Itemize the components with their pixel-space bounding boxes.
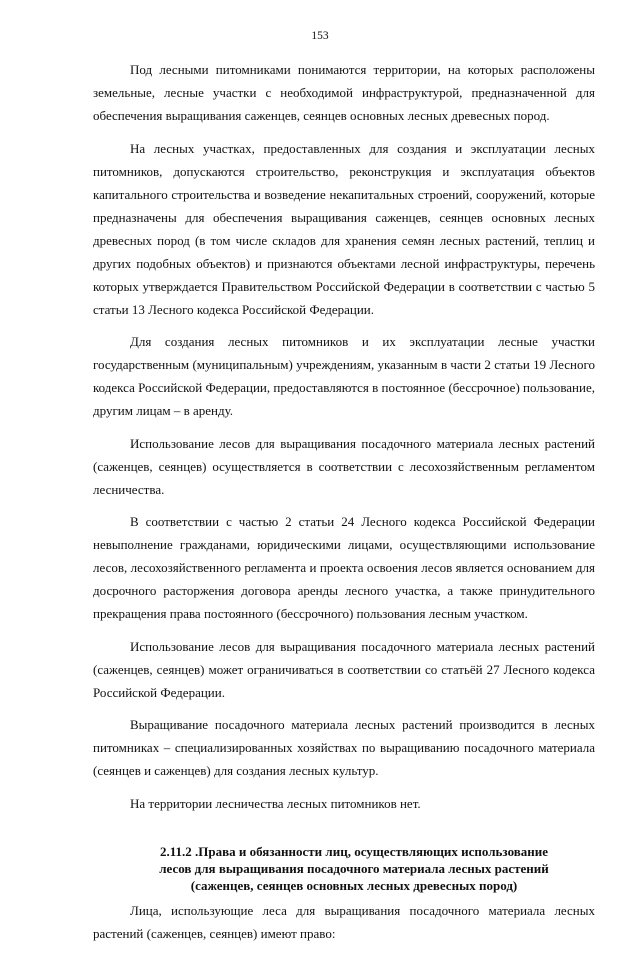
section-heading xyxy=(93,843,595,894)
paragraph-final: Лица, использующие леса для выращивания посадочного материала лесных растений (саженцев, сеянцев) имеют право: xyxy=(93,902,595,941)
paragraph-6: Использование лесов для выращивания посадочного материала лесных растений (саженцев, сеянцев) может ограничиваться в соответствии со статьёй 27 Лесного кодекса Российской Федерации. xyxy=(93,638,595,700)
section-heading-line-1: 2.11.2 .Права и обязанности лиц, осуществляющих использование xyxy=(159,843,549,859)
paragraph-8: На территории лесничества лесных питомников нет. xyxy=(130,795,421,811)
paragraph-4: Использование лесов для выращивания посадочного материала лесных растений (саженцев, сеянцев) осуществляется в соответствии с лесохозяйственным регламентом лесничества. xyxy=(93,435,595,497)
paragraph-5: В соответствии с частью 2 статьи 24 Лесного кодекса Российской Федерации невыполнение гражданами, юридическими лицами, осуществляющими использование лесов, лесохозяйственного регламента и проекта освоения лесов является основанием для досрочного расторжения договора аренды лесного участка, а также принудительного прекращения права постоянного (бессрочного) пользования лесным участком. xyxy=(93,514,595,621)
paragraph-2: На лесных участках, предоставленных для создания и эксплуатации лесных питомников, допускаются строительство, реконструкция и эксплуатация объектов капитального строительства и возведение некапитальных строений, сооружений, которые предназначены для обеспечения выращивания саженцев, сеянцев основных лесных древесных пород (в том числе складов для хранения семян лесных растений, теплиц и других подобных объектов) и признаются объектами лесной инфраструктуры, перечень которых утверждается Правительством Российской Федерации в соответствии с частью 5 статьи 13 Лесного кодекса Российской Федерации. xyxy=(93,140,595,317)
section-heading-line-3: (саженцев, сеянцев основных лесных древесных пород) xyxy=(190,877,518,893)
document-body xyxy=(93,58,595,954)
paragraph-3: Для создания лесных питомников и их эксплуатации лесные участки государственным (муниципальным) учреждениям, указанным в части 2 статьи 19 Лесного кодекса Российской Федерации, предоставляются в постоянное (бессрочное) пользование, другим лицам – в аренду. xyxy=(93,334,595,418)
paragraph-1: Под лесными питомниками понимаются территории, на которых расположены земельные, лесные участки с необходимой инфраструктурой, предназначенной для обеспечения выращивания саженцев, сеянцев основных лесных древесных пород. xyxy=(93,62,595,123)
page-number: 153 xyxy=(311,30,329,42)
paragraph-7: Выращивание посадочного материала лесных растений производится в лесных питомниках – специализированных хозяйствах по выращиванию посадочного материала (сеянцев и саженцев) для создания лесных культур. xyxy=(93,717,595,778)
section-heading-line-2: лесов для выращивания посадочного материала лесных растений xyxy=(159,860,549,876)
